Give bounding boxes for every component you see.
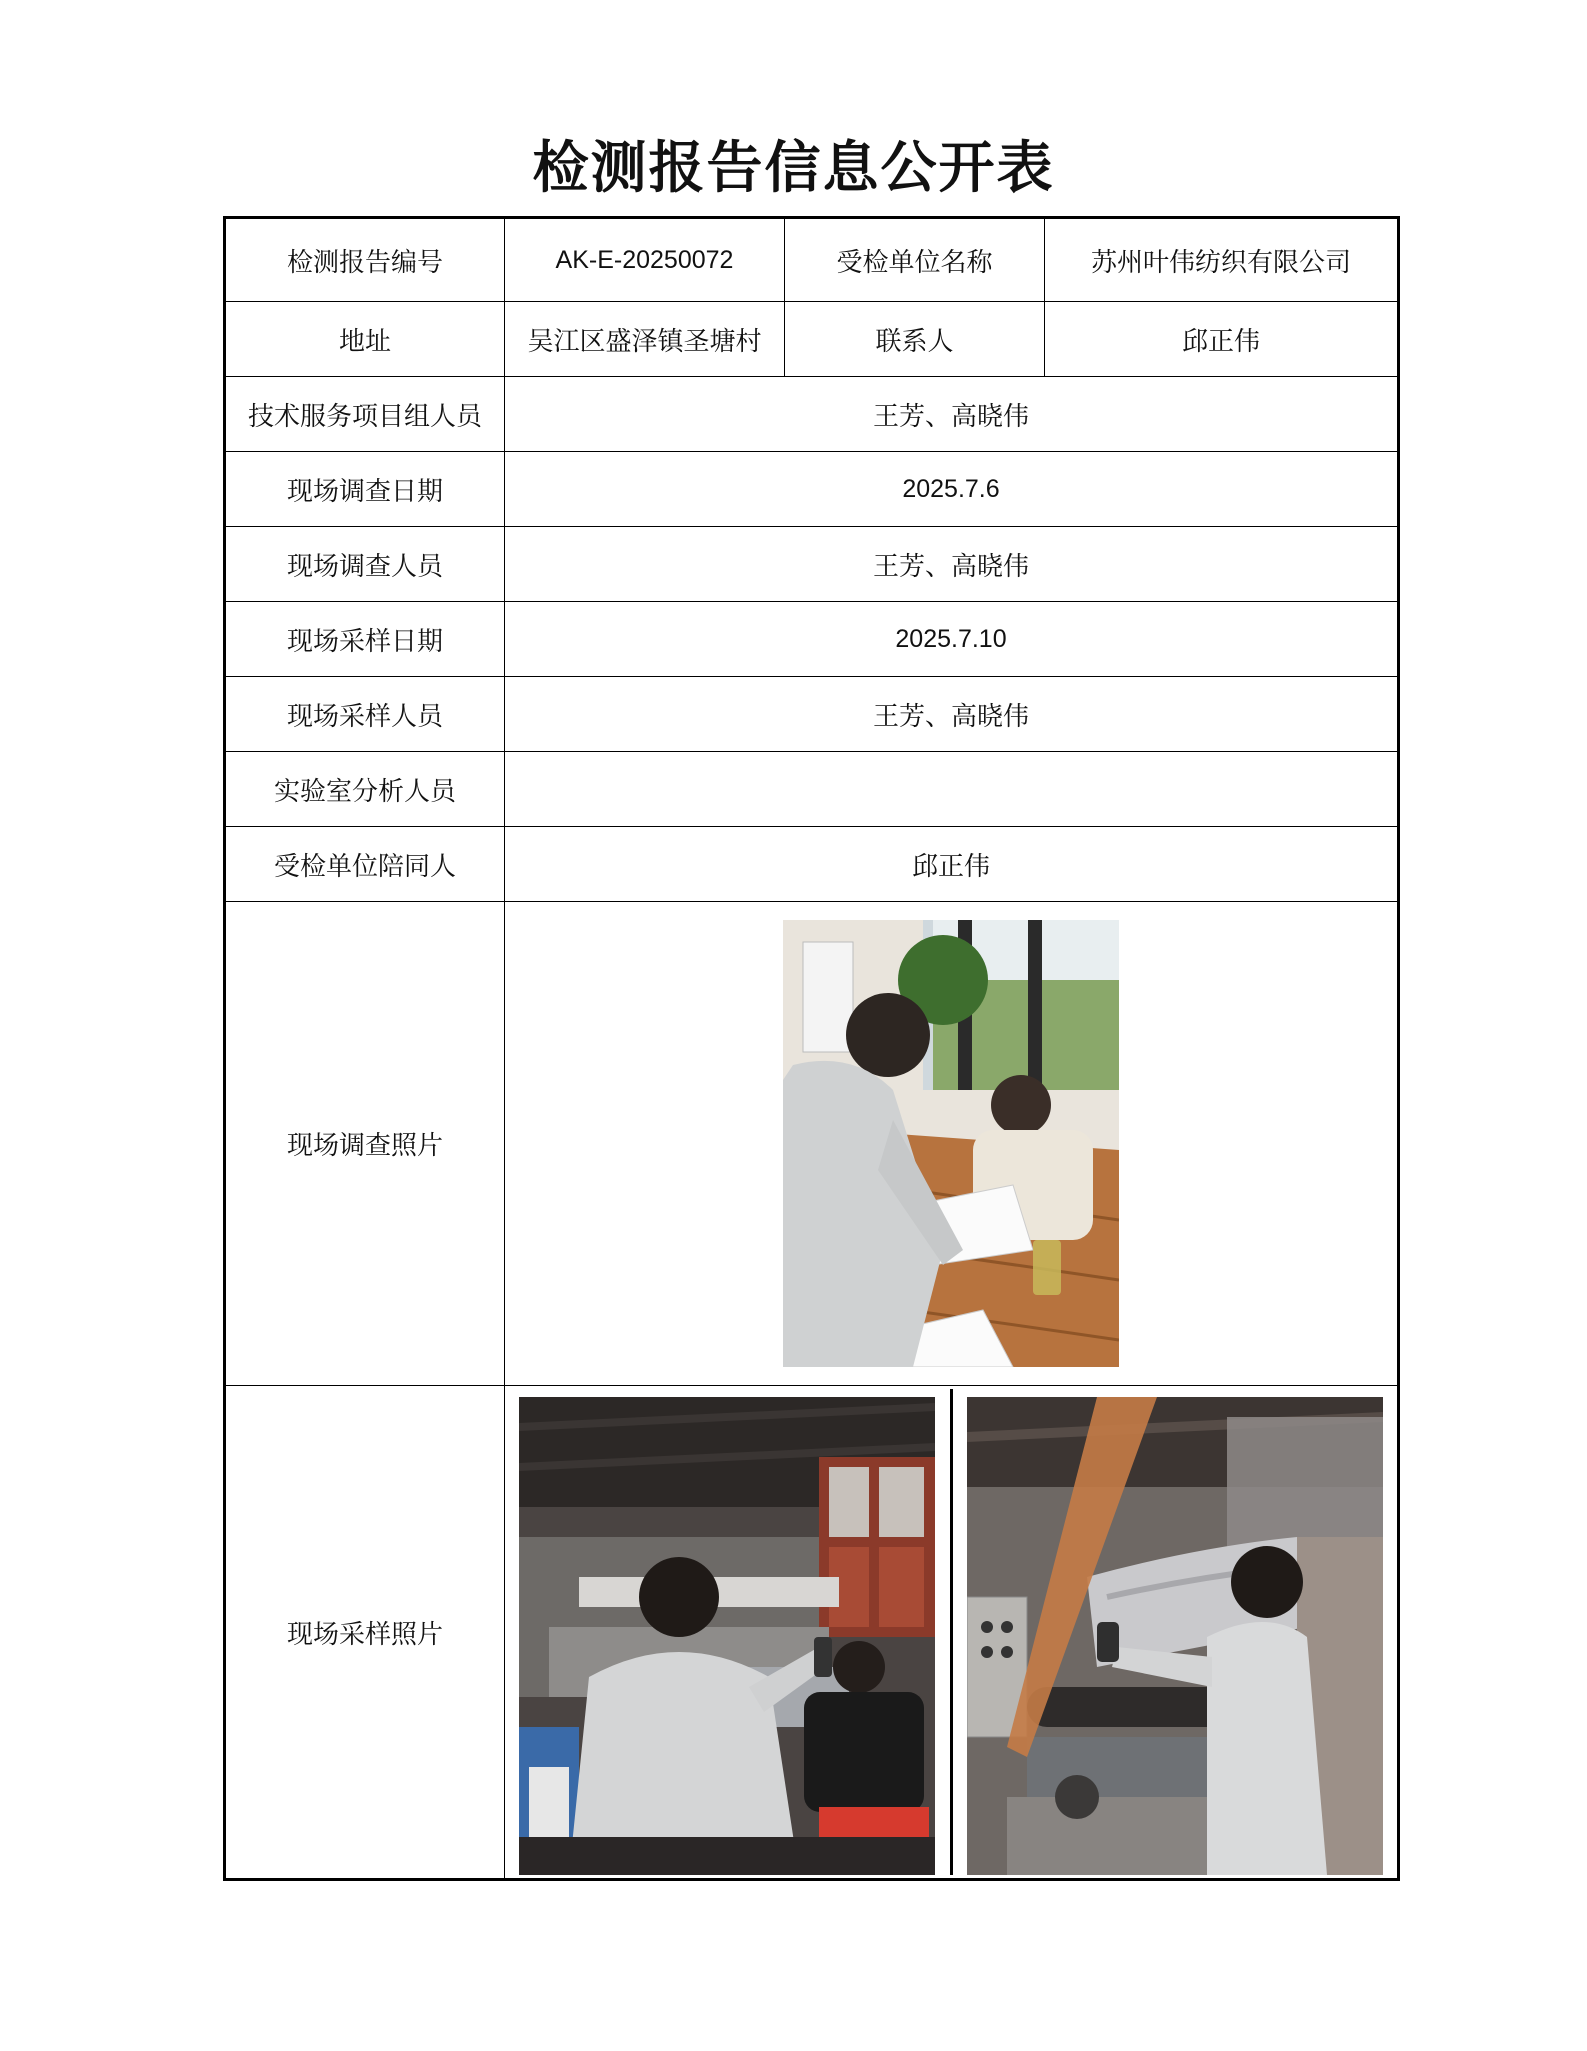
survey-staff-value: 王芳、高晓伟 xyxy=(505,527,1399,602)
table-row xyxy=(225,527,1399,602)
sample-date-label: 现场采样日期 xyxy=(225,602,505,677)
contact-value: 邱正伟 xyxy=(1045,302,1399,377)
page-title: 检测报告信息公开表 xyxy=(532,136,1055,201)
sample-photo-cell xyxy=(505,1386,1399,1880)
table-row xyxy=(225,752,1399,827)
address-label: 地址 xyxy=(225,302,505,377)
unit-name-value: 苏州叶伟纺织有限公司 xyxy=(1045,218,1399,302)
sample-photo-label: 现场采样照片 xyxy=(225,1386,505,1880)
table-row xyxy=(225,377,1399,452)
contact-label: 联系人 xyxy=(785,302,1045,377)
team-value: 王芳、高晓伟 xyxy=(505,377,1399,452)
table-row xyxy=(225,452,1399,527)
table-row xyxy=(225,677,1399,752)
report-no-label: 检测报告编号 xyxy=(225,218,505,302)
report-info-table xyxy=(223,216,1400,1881)
sample-photo-right xyxy=(967,1397,1383,1875)
table-row xyxy=(225,827,1399,902)
survey-photo-image xyxy=(783,920,1119,1367)
lab-staff-label: 实验室分析人员 xyxy=(225,752,505,827)
escort-label: 受检单位陪同人 xyxy=(225,827,505,902)
lab-staff-value xyxy=(505,752,1399,827)
sample-photo-right-image xyxy=(967,1397,1383,1875)
survey-date-label: 现场调查日期 xyxy=(225,452,505,527)
survey-date-value: 2025.7.6 xyxy=(505,452,1399,527)
sample-date-value: 2025.7.10 xyxy=(505,602,1399,677)
table-row xyxy=(225,302,1399,377)
survey-photo-cell xyxy=(505,902,1399,1386)
escort-value: 邱正伟 xyxy=(505,827,1399,902)
team-label: 技术服务项目组人员 xyxy=(225,377,505,452)
table-row xyxy=(225,602,1399,677)
table-row xyxy=(225,902,1399,1386)
survey-staff-label: 现场调查人员 xyxy=(225,527,505,602)
table-row xyxy=(225,1386,1399,1880)
sample-staff-label: 现场采样人员 xyxy=(225,677,505,752)
unit-name-label: 受检单位名称 xyxy=(785,218,1045,302)
table-row xyxy=(225,218,1399,302)
sample-staff-value: 王芳、高晓伟 xyxy=(505,677,1399,752)
address-value: 吴江区盛泽镇圣塘村 xyxy=(505,302,785,377)
survey-photo xyxy=(783,920,1119,1367)
sample-photo-left-image xyxy=(519,1397,935,1875)
sample-photo-left xyxy=(519,1397,935,1875)
survey-photo-label: 现场调查照片 xyxy=(225,902,505,1386)
sample-photos xyxy=(505,1389,1397,1875)
report-no-value: AK-E-20250072 xyxy=(505,218,785,302)
photo-divider xyxy=(950,1389,953,1875)
